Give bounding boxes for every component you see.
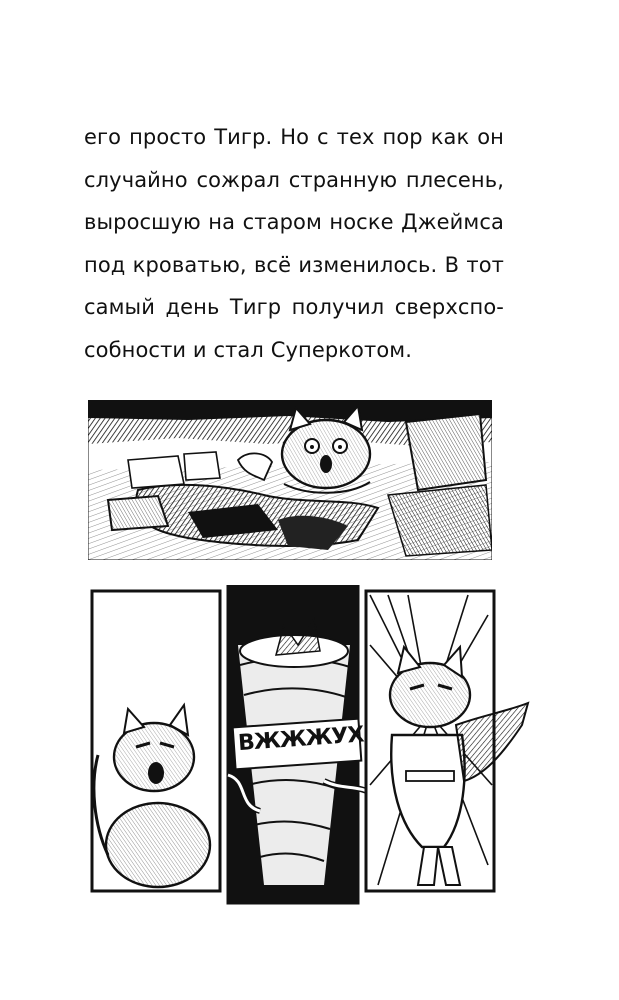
text-line: под кроватью, всё изменилось. В тот (84, 252, 504, 277)
sound-effect-label: ВЖЖЖУХ (237, 722, 365, 757)
story-paragraph (84, 116, 504, 371)
text-line: случайно сожрал странную плесень, (84, 167, 504, 192)
text-line: собности и стал Суперкотом. (84, 337, 412, 362)
text-line: самый день Тигр получил сверхспо- (84, 295, 504, 319)
text-line: его просто Тигр. Но с тех пор как он (84, 125, 504, 149)
illustration-messy-room (88, 400, 492, 560)
text-line: выросшую на старом носке Джеймса (84, 210, 504, 234)
